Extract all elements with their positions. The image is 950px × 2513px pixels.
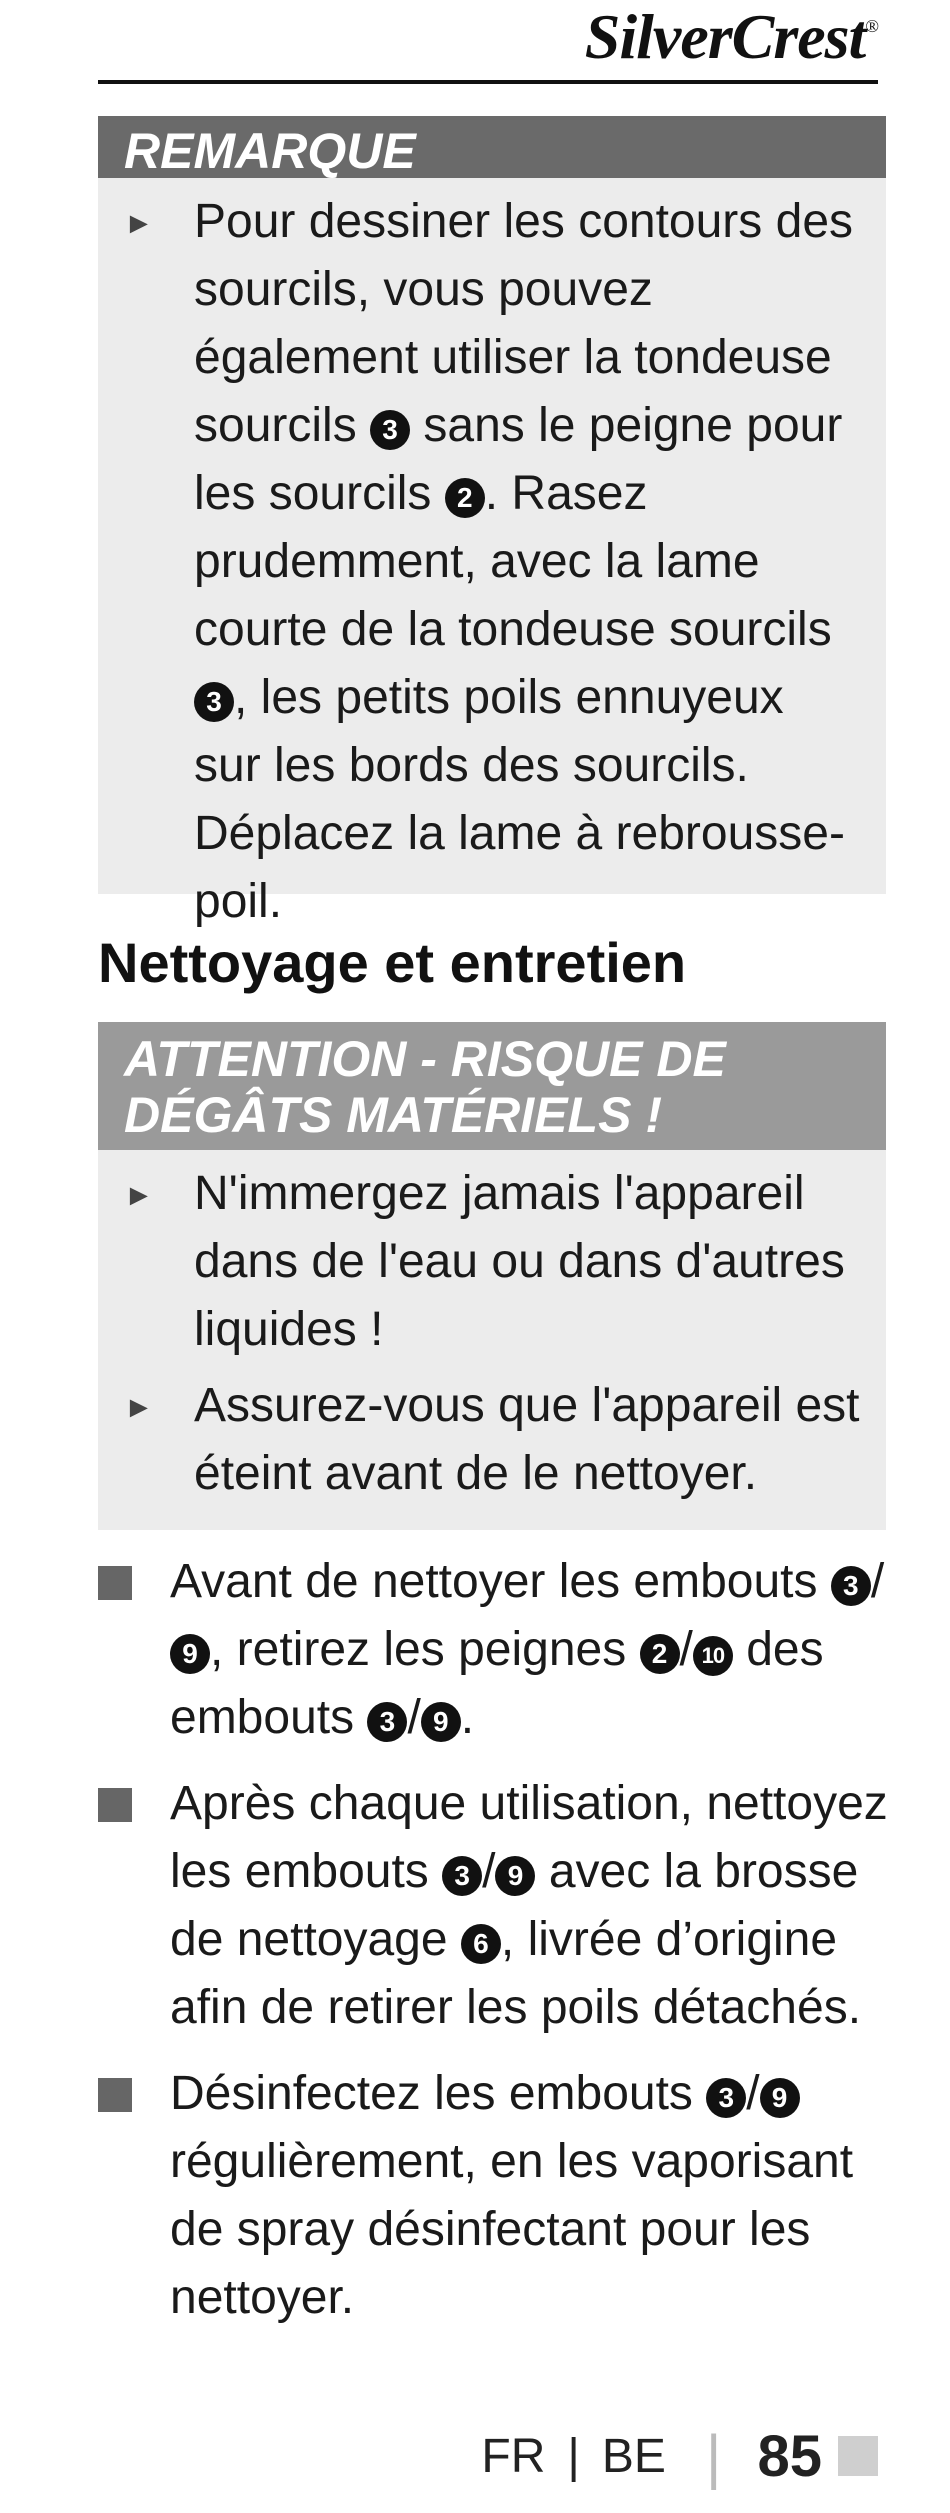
ref-number-badge: 9 bbox=[495, 1856, 535, 1896]
list-item bbox=[98, 2060, 888, 2332]
list-item-text: Après chaque utilisation, nettoyez les embouts 3 / 9 avec la brosse de nettoyage 6 , livrée d’origine afin de retirer les poils détachés. bbox=[170, 1777, 888, 2034]
arrow-right-icon: ► bbox=[124, 207, 154, 240]
registered-mark: ® bbox=[865, 16, 878, 36]
section-title: Nettoyage et entretien bbox=[98, 931, 687, 994]
remarque-heading: REMARQUE bbox=[98, 116, 886, 178]
page-number: 85 bbox=[757, 2423, 822, 2489]
page-marker-square bbox=[838, 2436, 878, 2476]
ref-number-badge: 2 bbox=[445, 478, 485, 518]
ref-number-badge: 3 bbox=[367, 1702, 407, 1742]
attention-heading-line: DÉGÂTS MATÉRIELS ! bbox=[124, 1087, 662, 1143]
remarque-text: Pour dessiner les contours des sourcils, vous pouvez également utiliser la tondeuse sourcils 3 sans le peigne pour les sourcils 2 . Rasez prudemment, avec la lame courte de la tondeuse sourcils 3 , les petits poils ennuyeux sur les bords des sourcils. Déplacez la lame à rebrousse-poil. bbox=[194, 195, 854, 928]
list-item bbox=[98, 1548, 888, 1752]
attention-item-text: Assurez-vous que l'appareil est éteint avant de le nettoyer. bbox=[194, 1379, 860, 1500]
ref-number-badge: 3 bbox=[831, 1566, 871, 1606]
attention-item-text: N'immergez jamais l'appareil dans de l'eau ou dans d'autres liquides ! bbox=[194, 1167, 845, 1356]
list-item bbox=[98, 1770, 888, 2042]
attention-item bbox=[124, 1372, 860, 1508]
square-bullet-icon bbox=[98, 2060, 170, 2332]
ref-number-badge: 9 bbox=[421, 1702, 461, 1742]
ref-number-badge: 3 bbox=[194, 682, 234, 722]
ref-number-badge: 3 bbox=[706, 2078, 746, 2118]
ref-number-badge: 9 bbox=[170, 1634, 210, 1674]
ref-number-badge: 10 bbox=[693, 1636, 733, 1676]
ref-number-badge: 6 bbox=[461, 1924, 501, 1964]
ref-number-badge: 9 bbox=[760, 2078, 800, 2118]
ref-number-badge: 2 bbox=[640, 1634, 680, 1674]
attention-item bbox=[124, 1160, 860, 1364]
header-rule bbox=[98, 80, 878, 84]
ref-number-badge: 3 bbox=[442, 1856, 482, 1896]
list-item-text: Avant de nettoyer les embouts 3 /9 , retirez les peignes 2 / 10 des embouts 3 / 9 . bbox=[170, 1555, 885, 1744]
brand-logo bbox=[585, 0, 878, 74]
footer-divider: | bbox=[705, 2422, 722, 2490]
ref-number-badge: 3 bbox=[370, 410, 410, 450]
remarque-item bbox=[124, 188, 860, 936]
footer-lang: FR bbox=[481, 2429, 546, 2483]
square-bullet-icon bbox=[98, 1770, 170, 2042]
attention-box bbox=[98, 1022, 886, 1530]
remarque-box bbox=[98, 116, 886, 928]
square-bullet-icon bbox=[98, 1548, 170, 1752]
footer-divider: | bbox=[567, 2429, 580, 2483]
attention-heading bbox=[98, 1022, 886, 1150]
instruction-list bbox=[98, 1548, 888, 2350]
arrow-right-icon: ► bbox=[124, 1391, 154, 1424]
attention-heading-line: ATTENTION - RISQUE DE bbox=[124, 1031, 726, 1087]
brand-name: SilverCrest bbox=[584, 1, 866, 72]
arrow-right-icon: ► bbox=[124, 1179, 154, 1212]
list-item-text: Désinfectez les embouts 3 / 9 régulièrement, en les vaporisant de spray désinfectant pour les nettoyer. bbox=[170, 2067, 854, 2324]
page-footer bbox=[481, 2416, 878, 2496]
footer-country: BE bbox=[601, 2429, 666, 2483]
